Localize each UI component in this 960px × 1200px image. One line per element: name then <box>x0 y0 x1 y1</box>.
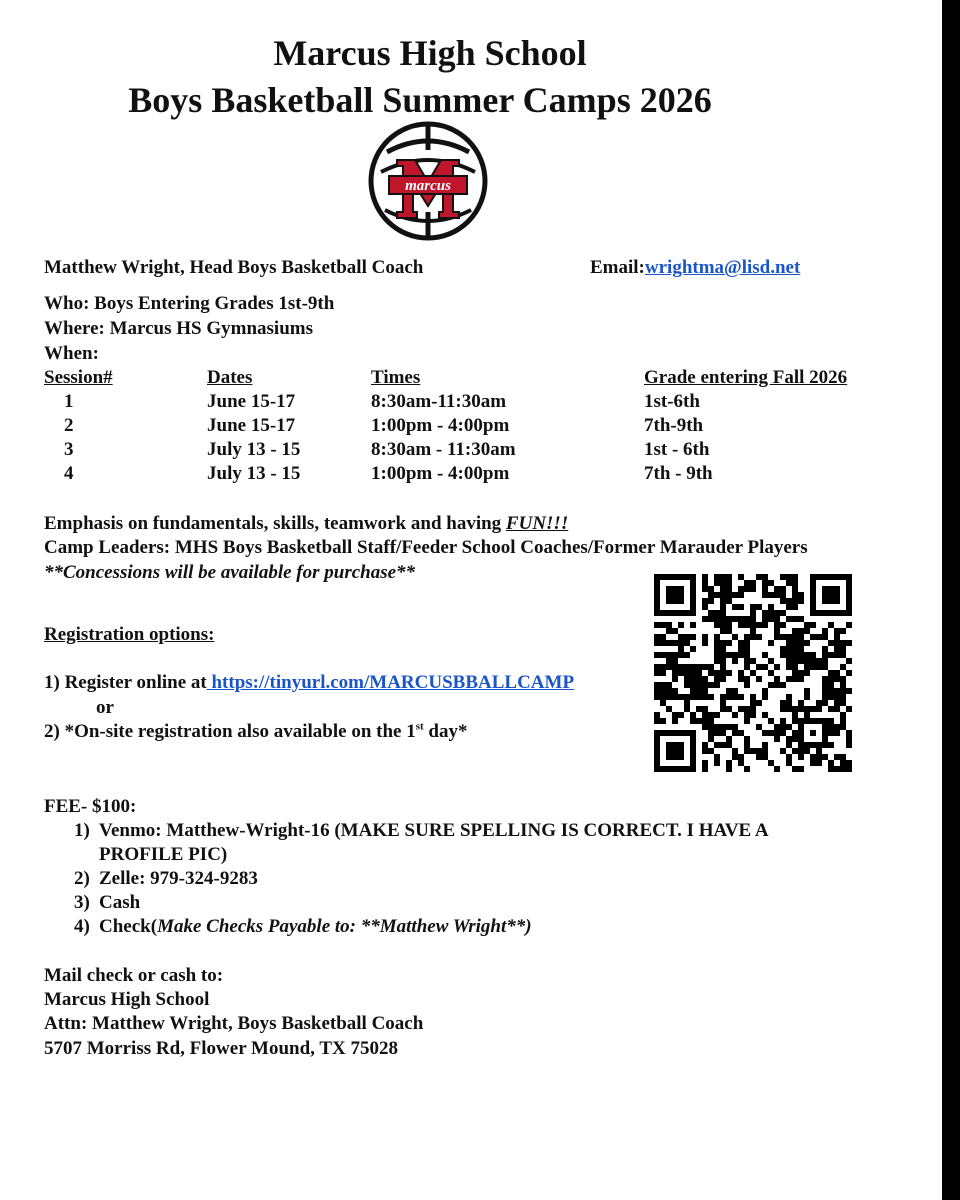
email-row <box>590 256 800 280</box>
table-cell: 1 <box>64 391 74 412</box>
table-cell: 7th - 9th <box>644 463 713 484</box>
email-link[interactable]: wrightma@lisd.net <box>644 257 801 278</box>
table-cell: June 15-17 <box>207 415 296 436</box>
coach-name: Matthew Wright, Head Boys Basketball Coach <box>44 257 424 278</box>
mail-address: 5707 Morriss Rd, Flower Mound, TX 75028 <box>44 1038 398 1059</box>
page-right-border <box>942 0 960 1200</box>
table-cell: June 15-17 <box>207 391 296 412</box>
fee-item-num: 2) <box>74 868 90 889</box>
page-title-school: Marcus High School <box>273 33 587 73</box>
fee-heading: FEE- $100: <box>44 796 137 817</box>
table-cell: 4 <box>64 463 74 484</box>
table-cell: 2 <box>64 415 74 436</box>
check-label: Check( <box>99 916 158 937</box>
fee-item-check <box>99 915 532 939</box>
camp-leaders-line: Camp Leaders: MHS Boys Basketball Staff/Feeder School Coaches/Former Marauder Players <box>44 537 808 558</box>
onsite-suffix: day* <box>423 721 468 742</box>
registration-heading: Registration options: <box>44 624 215 645</box>
page-title-camp: Boys Basketball Summer Camps 2026 <box>128 80 712 120</box>
fee-item-num: 3) <box>74 892 90 913</box>
register-online-line <box>44 671 574 695</box>
table-cell: July 13 - 15 <box>207 439 301 460</box>
or-text: or <box>96 697 114 718</box>
table-cell: 7th-9th <box>644 415 704 436</box>
fee-item-venmo: Venmo: Matthew-Wright-16 (MAKE SURE SPELLING IS CORRECT. I HAVE A <box>99 820 769 841</box>
check-payable: Make Checks Payable to: **Matthew Wright**) <box>157 916 532 937</box>
emphasis-line <box>44 512 568 536</box>
concessions-line: **Concessions will be available for purchase** <box>44 562 416 583</box>
fee-item-venmo-cont: PROFILE PIC) <box>99 844 228 865</box>
header-times: Times <box>371 367 421 388</box>
registration-link[interactable]: https://tinyurl.com/MARCUSBBALLCAMP <box>206 672 575 693</box>
onsite-sup: st <box>415 720 424 733</box>
onsite-prefix: 2) *On-site registration also available on the 1 <box>44 721 416 742</box>
email-label: Email: <box>590 257 645 278</box>
mail-school: Marcus High School <box>44 989 210 1010</box>
table-cell: 8:30am - 11:30am <box>371 439 516 460</box>
logo-text: marcus <box>405 178 451 194</box>
mail-attn: Attn: Matthew Wright, Boys Basketball Coach <box>44 1013 424 1034</box>
fee-item-zelle: Zelle: 979-324-9283 <box>99 868 258 889</box>
fee-item-cash: Cash <box>99 892 141 913</box>
qr-code[interactable] <box>654 574 852 772</box>
table-cell: July 13 - 15 <box>207 463 301 484</box>
table-cell: 8:30am-11:30am <box>371 391 507 412</box>
header-dates: Dates <box>207 367 253 388</box>
table-cell: 1st-6th <box>644 391 700 412</box>
table-cell: 1:00pm - 4:00pm <box>371 463 510 484</box>
when-line: When: <box>44 343 99 364</box>
where-line: Where: Marcus HS Gymnasiums <box>44 318 313 339</box>
fee-item-num: 4) <box>74 916 90 937</box>
onsite-line <box>44 720 468 744</box>
header-session: Session# <box>44 367 113 388</box>
table-cell: 1:00pm - 4:00pm <box>371 415 510 436</box>
who-line: Who: Boys Entering Grades 1st-9th <box>44 293 335 314</box>
fun-text: FUN!!! <box>505 513 569 534</box>
fee-item-num: 1) <box>74 820 90 841</box>
marcus-basketball-logo <box>367 120 489 242</box>
register-online-prefix: 1) Register online at <box>44 672 207 693</box>
header-grade: Grade entering Fall 2026 <box>644 367 848 388</box>
table-cell: 3 <box>64 439 74 460</box>
emphasis-text: Emphasis on fundamentals, skills, teamwork and having <box>44 513 506 534</box>
mail-heading: Mail check or cash to: <box>44 965 224 986</box>
table-cell: 1st - 6th <box>644 439 710 460</box>
